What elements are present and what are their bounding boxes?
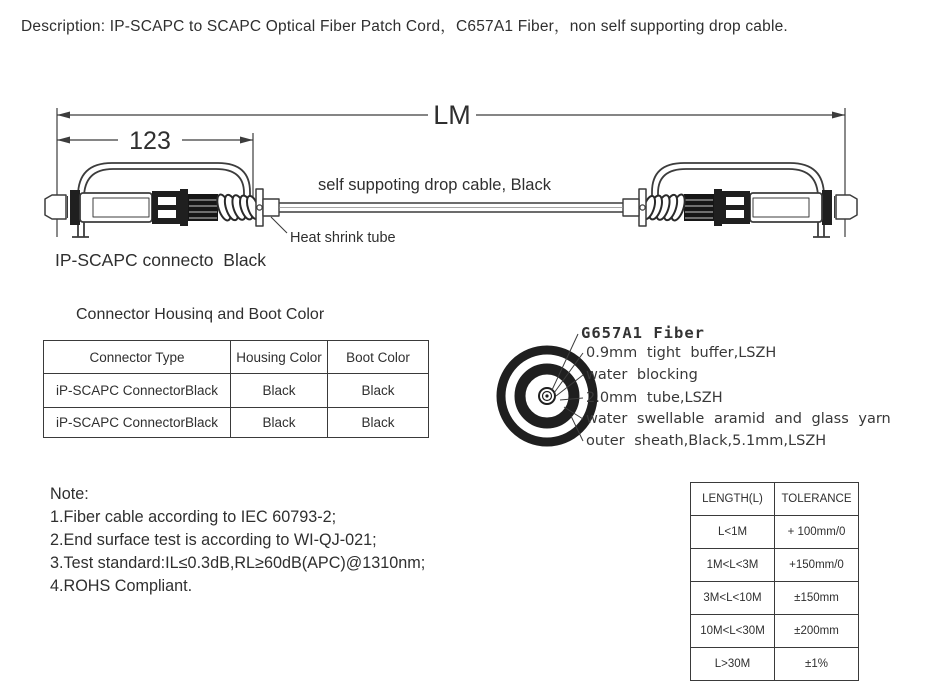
table-row (691, 582, 859, 615)
tolerance-table (690, 482, 859, 681)
color-table-cell: Black (328, 408, 429, 438)
table-row (44, 408, 429, 438)
ferrule-tip (45, 195, 66, 219)
tolerance-cell: + 100mm/0 (775, 516, 859, 549)
knurled-section (188, 194, 218, 221)
cable-drawing (0, 85, 926, 295)
color-table (43, 340, 429, 438)
note-item: 1.Fiber cable according to IEC 60793-2; (50, 508, 337, 526)
color-table-cell: Black (328, 374, 429, 408)
tolerance-cell: 1M<L<3M (691, 549, 775, 582)
left-connector-label: IP-SCAPC connecto Black (55, 250, 267, 270)
dimension-lm (57, 100, 845, 130)
table-row (691, 516, 859, 549)
tolerance-cell: L>30M (691, 648, 775, 681)
dim-lm-label: LM (433, 100, 471, 130)
dim-123-label: 123 (129, 127, 171, 155)
bail-pivot (257, 205, 262, 210)
color-table-header-type: Connector Type (44, 341, 231, 374)
note-item: 4.ROHS Compliant. (50, 577, 193, 595)
note-item: 2.End surface test is according to WI-QJ-021; (50, 531, 377, 549)
heat-shrink-tube (263, 199, 279, 216)
coupling-nut (152, 189, 188, 226)
right-connector-drawing (623, 163, 857, 237)
fiber-label-water-blocking: water blocking (586, 367, 698, 383)
connector-drawing (45, 163, 279, 237)
notes-section (50, 483, 425, 598)
fiber-title: G657A1 Fiber (581, 324, 705, 342)
housing-panel (93, 198, 149, 217)
heat-shrink-leader-line (271, 217, 287, 233)
color-table-cell: iP-SCAPC ConnectorBlack (44, 374, 231, 408)
tolerance-cell: +150mm/0 (775, 549, 859, 582)
fiber-cross-section (478, 312, 924, 462)
tolerance-header-tolerance: TOLERANCE (775, 483, 859, 516)
table-row (691, 549, 859, 582)
tolerance-cell: 10M<L<30M (691, 615, 775, 648)
tolerance-cell: 3M<L<10M (691, 582, 775, 615)
notes-title: Note: (50, 485, 89, 503)
cable-label: self suppoting drop cable, Black (318, 176, 551, 194)
tolerance-cell: ±150mm (775, 582, 859, 615)
connector-band (70, 190, 80, 225)
fiber-label-buffer: 0.9mm tight buffer,LSZH (586, 345, 777, 361)
color-table-cell: Black (231, 374, 328, 408)
tolerance-cell: ±1% (775, 648, 859, 681)
color-table-header-housing: Housing Color (231, 341, 328, 374)
table-row (44, 374, 429, 408)
fiber-label-aramid: water swellable aramid and glass yarn (586, 411, 891, 427)
table-row (691, 615, 859, 648)
color-table-cell: Black (231, 408, 328, 438)
note-item: 3.Test standard:IL≤0.3dB,RL≥60dB(APC)@1310nm; (50, 554, 426, 572)
dimension-123 (57, 127, 253, 155)
fiber-label-tube: 2.0mm tube,LSZH (586, 390, 723, 406)
spiral-boot (215, 193, 262, 222)
color-table-title: Connector Housinq and Boot Color (76, 306, 325, 323)
fiber-label-sheath: outer sheath,Black,5.1mm,LSZH (586, 433, 827, 449)
tolerance-header-length: LENGTH(L) (691, 483, 775, 516)
tolerance-cell: ±200mm (775, 615, 859, 648)
table-row (691, 648, 859, 681)
drop-cable (279, 203, 623, 212)
cross-section-circles (501, 350, 593, 442)
description-text: Description: IP-SCAPC to SCAPC Optical Fiber Patch Cord，C657A1 Fiber，non self supporting drop cable. (21, 18, 788, 35)
heat-shrink-label: Heat shrink tube (290, 230, 396, 246)
color-table-cell: iP-SCAPC ConnectorBlack (44, 408, 231, 438)
color-table-header-boot: Boot Color (328, 341, 429, 374)
tolerance-cell: L<1M (691, 516, 775, 549)
